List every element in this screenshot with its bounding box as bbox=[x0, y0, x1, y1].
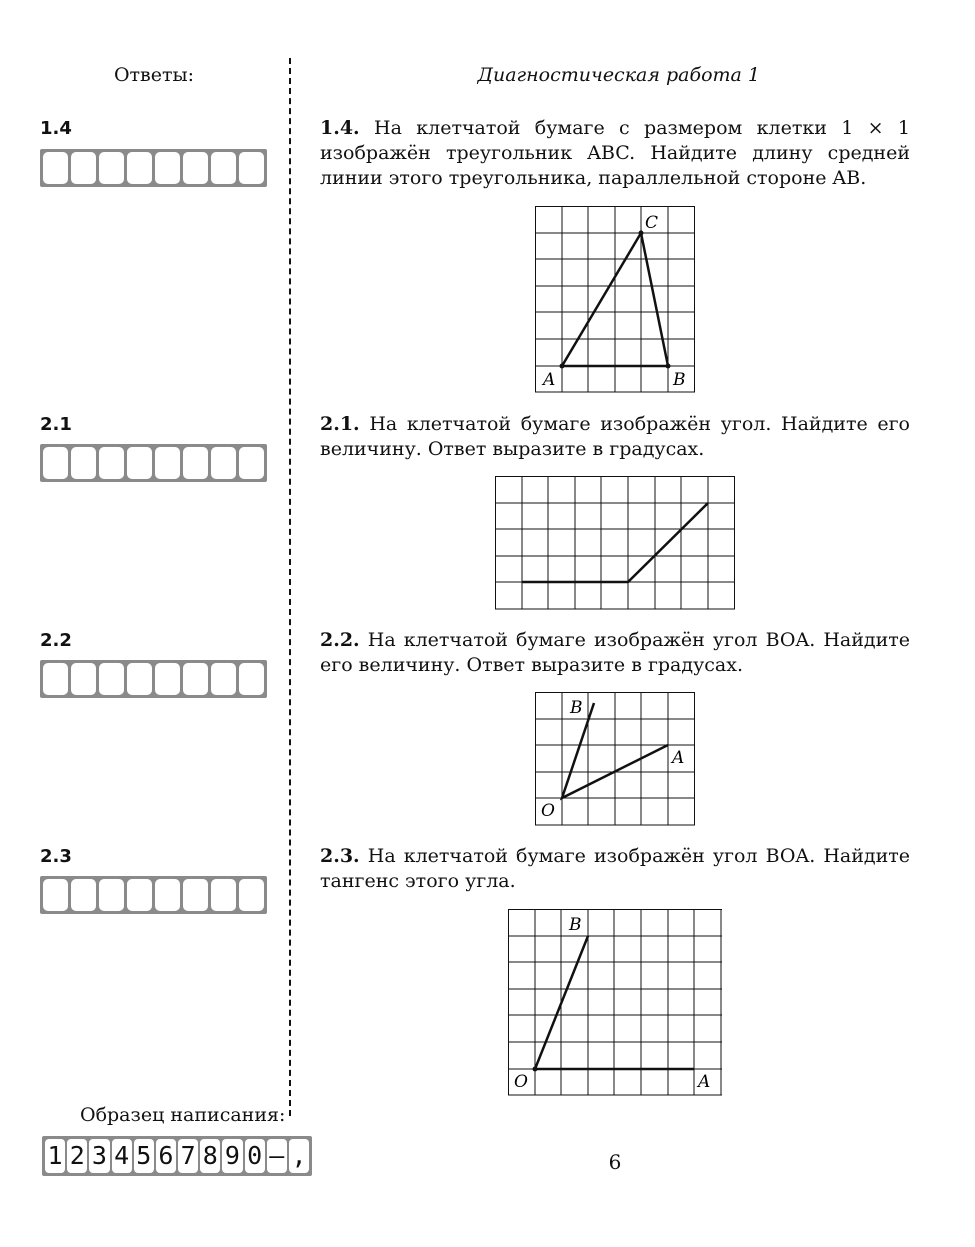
label-b: B bbox=[673, 370, 686, 390]
task-number: 1.4. bbox=[320, 117, 360, 139]
label-b: B bbox=[569, 915, 582, 935]
answer-label-1-4: 1.4 bbox=[40, 118, 72, 139]
task-2-3-text bbox=[320, 844, 910, 894]
sample-char: 1 bbox=[45, 1139, 65, 1173]
sample-char: 8 bbox=[200, 1139, 220, 1173]
task-number: 2.1. bbox=[320, 413, 360, 435]
answer-field-2-1[interactable] bbox=[40, 444, 267, 482]
sample-char: 9 bbox=[222, 1139, 242, 1173]
dashed-divider bbox=[289, 58, 291, 1116]
label-b: B bbox=[570, 698, 583, 718]
angle-boa-figure-2-3 bbox=[508, 909, 722, 1096]
label-o: O bbox=[514, 1072, 528, 1092]
angle-boa-figure-2-2 bbox=[535, 692, 695, 826]
task-statement: На клетчатой бумаге изображён угол BOA. Найдите тангенс этого угла. bbox=[320, 845, 910, 892]
sample-char: 6 bbox=[156, 1139, 176, 1173]
label-o: O bbox=[541, 801, 555, 821]
angle-figure-2-1 bbox=[495, 476, 735, 610]
sample-char: 7 bbox=[178, 1139, 198, 1173]
sample-char: , bbox=[289, 1139, 309, 1173]
sample-caption: Образец написания: bbox=[80, 1104, 286, 1126]
page-number: 6 bbox=[608, 1150, 622, 1174]
sample-char: – bbox=[267, 1139, 287, 1173]
task-1-4-text bbox=[320, 116, 910, 191]
sample-char: 0 bbox=[245, 1139, 265, 1173]
answers-title: Ответы: bbox=[113, 64, 195, 86]
triangle-abc-figure bbox=[535, 206, 695, 393]
answer-label-2-1: 2.1 bbox=[40, 414, 72, 435]
task-2-2-text bbox=[320, 628, 910, 678]
label-a: A bbox=[543, 370, 556, 390]
sample-writing bbox=[42, 1136, 312, 1176]
task-statement: На клетчатой бумаге изображён угол. Найдите его величину. Ответ выразите в градусах. bbox=[320, 413, 910, 460]
task-number: 2.3. bbox=[320, 845, 360, 867]
task-number: 2.2. bbox=[320, 629, 360, 651]
sample-char: 4 bbox=[112, 1139, 132, 1173]
work-title: Диагностическая работа 1 bbox=[477, 64, 760, 86]
answer-field-2-3[interactable] bbox=[40, 876, 267, 914]
sample-char: 5 bbox=[134, 1139, 154, 1173]
sample-char: 3 bbox=[89, 1139, 109, 1173]
answer-field-2-2[interactable] bbox=[40, 660, 267, 698]
answer-label-2-2: 2.2 bbox=[40, 630, 72, 651]
label-c: C bbox=[645, 213, 659, 233]
task-statement: На клетчатой бумаге изображён угол BOA. Найдите его величину. Ответ выразите в градусах. bbox=[320, 629, 910, 676]
label-a: A bbox=[698, 1072, 711, 1092]
label-a: A bbox=[672, 748, 685, 768]
answer-label-2-3: 2.3 bbox=[40, 846, 72, 867]
task-2-1-text bbox=[320, 412, 910, 462]
answer-field-1-4[interactable] bbox=[40, 149, 267, 187]
sample-char: 2 bbox=[67, 1139, 87, 1173]
task-statement: На клетчатой бумаге с размером клетки 1 × 1 изображён треугольник ABC. Найдите длину средней линии этого треугольника, параллельной стороне AB. bbox=[320, 117, 910, 189]
